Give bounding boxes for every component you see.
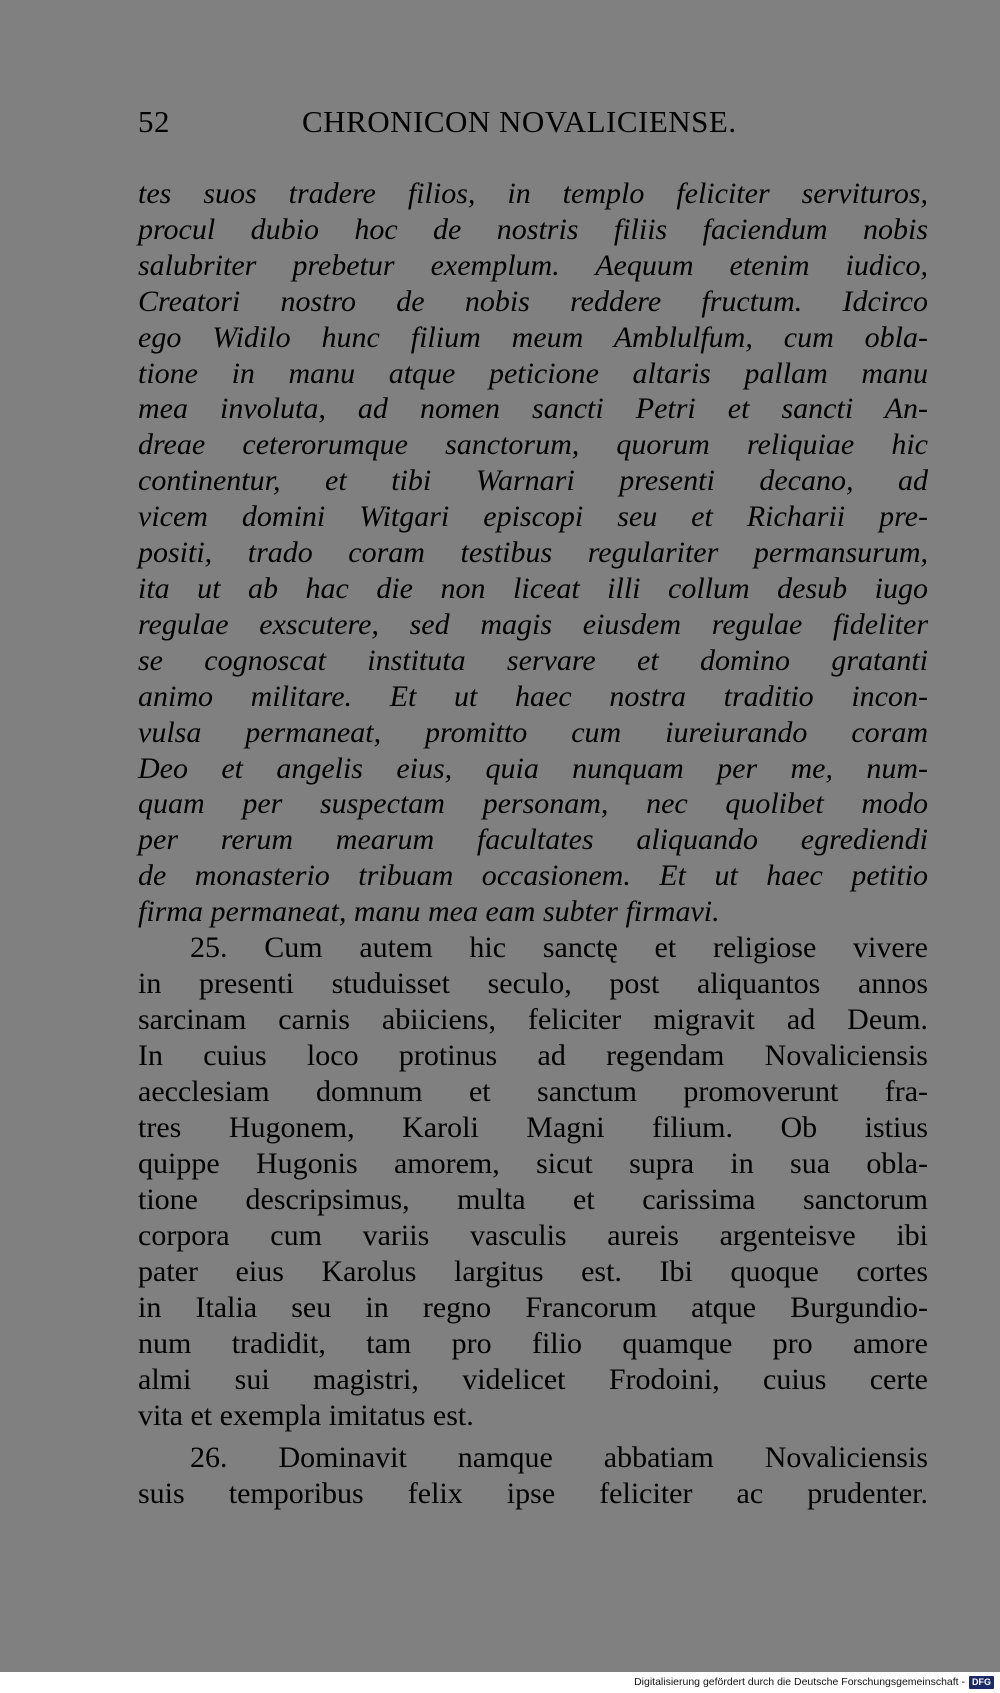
text-line: dreae ceterorumque sanctorum, quorum reliquiae hic — [138, 428, 928, 462]
text-line: se cognoscat instituta servare et domino gratanti — [138, 643, 928, 677]
text-line: ego Widilo hunc filium meum Amblulfum, cum obla- — [138, 320, 928, 354]
text-line: num tradidit, tam pro filio quamque pro amore — [138, 1327, 928, 1360]
text-line: regulae exscutere, sed magis eiusdem regulae fideliter — [138, 607, 928, 641]
text-line: tres Hugonem, Karoli Magni filium. Ob istius — [138, 1111, 928, 1144]
paragraph-25 — [138, 930, 928, 1434]
text-line: tes suos tradere filios, in templo feliciter servituros, — [138, 177, 928, 210]
text-line: mea involuta, ad nomen sancti Petri et sancti An- — [138, 392, 928, 426]
digitization-credit: Digitalisierung gefördert durch die Deutsche Forschungsgemeinschaft - — [634, 1676, 965, 1688]
text-line: continentur, et tibi Warnari presenti decano, ad — [138, 464, 928, 498]
page-number: 52 — [138, 104, 170, 139]
text-line: suis temporibus felix ipse feliciter ac prudenter. — [138, 1477, 928, 1510]
text-line: in presenti studuisset seculo, post aliquantos annos — [138, 967, 928, 1000]
text-line: vulsa permaneat, promitto cum iureiurando coram — [138, 715, 928, 749]
text-line: quam per suspectam personam, nec quolibet modo — [138, 787, 928, 821]
text-line: salubriter prebetur exemplum. Aequum etenim iudico, — [138, 248, 928, 282]
charter-text-block — [138, 176, 928, 930]
text-line: procul dubio hoc de nostris filiis faciendum nobis — [138, 212, 928, 246]
paragraph-26 — [138, 1440, 928, 1512]
text-line: 26. Dominavit namque abbatiam Novaliciensis — [190, 1441, 928, 1474]
text-line: Creatori nostro de nobis reddere fructum. Idcirco — [138, 284, 928, 318]
text-line: Deo et angelis eius, quia nunquam per me, num- — [138, 751, 928, 785]
text-line: vita et exempla imitatus est. — [138, 1399, 474, 1432]
text-line: tione in manu atque peticione altaris pallam manu — [138, 356, 928, 390]
text-line: in Italia seu in regno Francorum atque Burgundio- — [138, 1291, 928, 1324]
text-line: aecclesiam domnum et sanctum promoverunt fra- — [138, 1075, 928, 1108]
text-line: pater eius Karolus largitus est. Ibi quoque cortes — [138, 1255, 928, 1288]
text-line: ita ut ab hac die non liceat illi collum desub iugo — [138, 571, 928, 605]
text-line: positi, trado coram testibus regulariter permansurum, — [138, 536, 928, 570]
text-line: tione descripsimus, multa et carissima sanctorum — [138, 1183, 928, 1216]
text-line: quippe Hugonis amorem, sicut supra in sua obla- — [138, 1147, 928, 1180]
running-title: CHRONICON NOVALICIENSE. — [302, 104, 737, 139]
digitization-footer — [634, 1674, 994, 1690]
text-line: corpora cum variis vasculis aureis argenteisve ibi — [138, 1219, 928, 1252]
page-header — [138, 104, 928, 144]
text-line: animo militare. Et ut haec nostra traditio incon- — [138, 679, 928, 713]
text-line: In cuius loco protinus ad regendam Novaliciensis — [138, 1039, 928, 1072]
text-line: de monasterio tribuam occasionem. Et ut haec petitio — [138, 859, 928, 893]
text-line: firma permaneat, manu mea eam subter firmavi. — [138, 895, 720, 929]
text-line: 25. Cum autem hic sanctę et religiose vivere — [190, 931, 928, 964]
text-line: almi sui magistri, videlicet Frodoini, cuius certe — [138, 1363, 928, 1396]
text-line: sarcinam carnis abiiciens, feliciter migravit ad Deum. — [138, 1003, 928, 1036]
dfg-logo: DFG — [969, 1676, 994, 1689]
text-line: per rerum mearum facultates aliquando egrediendi — [138, 823, 928, 857]
text-line: vicem domini Witgari episcopi seu et Richarii pre- — [138, 500, 928, 534]
